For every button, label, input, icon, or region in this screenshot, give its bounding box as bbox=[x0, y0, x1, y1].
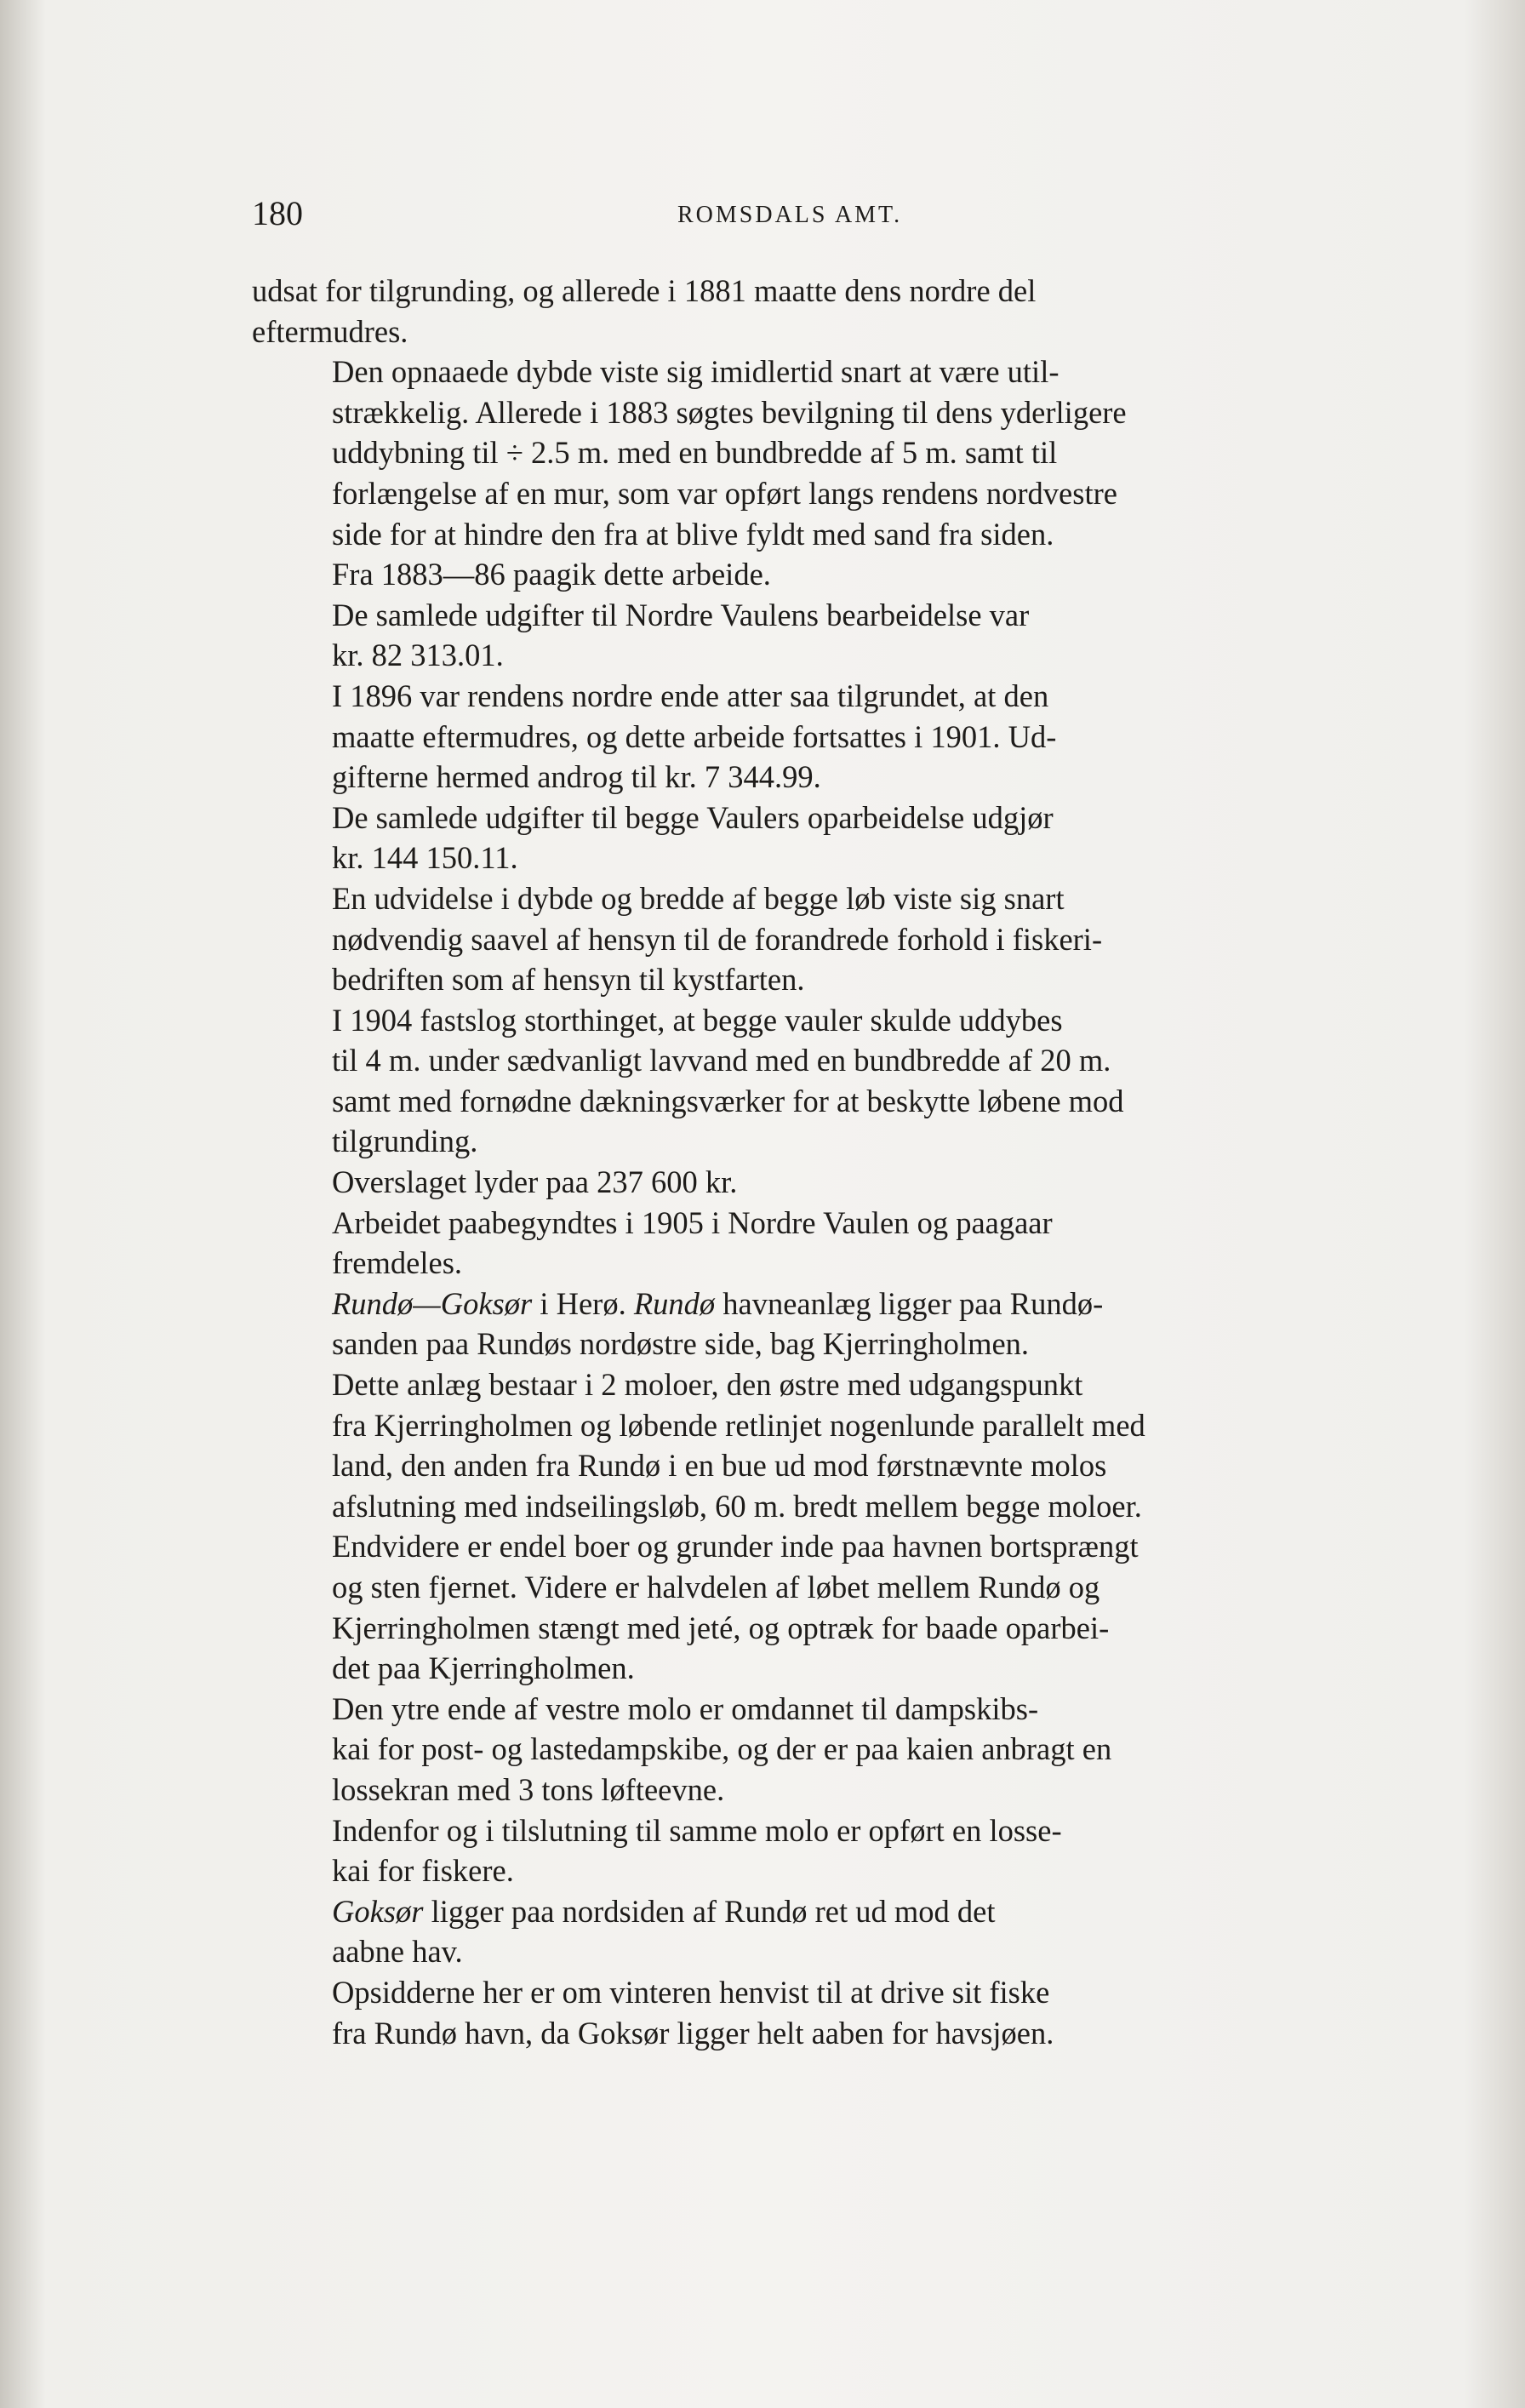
text-line: fra Rundø havn, da Goksør ligger helt aaben for havsjøen. bbox=[332, 2015, 1054, 2051]
text-line: lossekran med 3 tons løfteevne. bbox=[332, 1771, 725, 1807]
text-line: De samlede udgifter til begge Vaulers oparbeidelse udgjør bbox=[332, 799, 1054, 835]
text-line: nødvendig saavel af hensyn til de forandrede forhold i fiskeri- bbox=[332, 921, 1103, 957]
text-line: Indenfor og i tilslutning til samme molo er opført en losse- bbox=[332, 1812, 1062, 1848]
paragraph-13 bbox=[252, 1689, 1363, 1810]
text-line: En udvidelse i dybde og bredde af begge løb viste sig snart bbox=[332, 880, 1065, 916]
text-line: det paa Kjerringholmen. bbox=[332, 1650, 635, 1686]
text-line: Arbeidet paabegyndtes i 1905 i Nordre Vaulen og paagaar bbox=[332, 1204, 1053, 1240]
text-line: kai for post- og lastedampskibe, og der er paa kaien anbragt en bbox=[332, 1731, 1112, 1767]
text-line: Kjerringholmen stængt med jeté, og optræk for baade oparbei- bbox=[332, 1610, 1110, 1645]
paragraph-5 bbox=[252, 676, 1363, 798]
paragraph-4 bbox=[252, 595, 1363, 676]
paragraph-16 bbox=[252, 1972, 1363, 2053]
text-line: udsat for tilgrunding, og allerede i 1881 maatte dens nordre del bbox=[252, 273, 1037, 308]
body-text bbox=[252, 271, 1363, 2053]
text-line: uddybning til ÷ 2.5 m. med en bundbredde af 5 m. samt til bbox=[332, 435, 1058, 471]
text-line: til 4 m. under sædvanligt lavvand med en bundbredde af 20 m. bbox=[332, 1043, 1111, 1078]
page-header bbox=[252, 192, 1367, 235]
paragraph-8 bbox=[252, 1000, 1363, 1162]
paragraph-1 bbox=[252, 271, 1363, 352]
text-line: forlængelse af en mur, som var opført langs rendens nordvestre bbox=[332, 475, 1117, 511]
paragraph-6 bbox=[252, 798, 1363, 878]
text-line: kr. 82 313.01. bbox=[332, 638, 504, 673]
text-line: kai for fiskere. bbox=[332, 1853, 514, 1889]
text-fragment: havneanlæg ligger paa Rundø- bbox=[715, 1285, 1104, 1321]
text-line: Overslaget lyder paa 237 600 kr. bbox=[332, 1164, 738, 1200]
paragraph-9 bbox=[252, 1162, 1363, 1203]
paragraph-2 bbox=[252, 352, 1363, 554]
text-line: De samlede udgifter til Nordre Vaulens bearbeidelse var bbox=[332, 597, 1030, 632]
text-line: fremdeles. bbox=[332, 1245, 463, 1281]
text-line: I 1904 fastslog storthinget, at begge vauler skulde uddybes bbox=[332, 1002, 1063, 1038]
text-line: Den opnaaede dybde viste sig imidlertid snart at være util- bbox=[332, 354, 1060, 390]
place-name: Rundø bbox=[633, 1285, 716, 1321]
text-line: samt med fornødne dækningsværker for at beskytte løbene mod bbox=[332, 1083, 1124, 1118]
running-head: ROMSDALS AMT. bbox=[677, 202, 903, 228]
text-line: side for at hindre den fra at blive fyldt med sand fra siden. bbox=[332, 516, 1054, 552]
text-line: sanden paa Rundøs nordøstre side, bag Kjerringholmen. bbox=[332, 1326, 1030, 1362]
section-title: Rundø—Goksør bbox=[332, 1285, 533, 1321]
page-number: 180 bbox=[252, 194, 303, 232]
text-line: Den ytre ende af vestre molo er omdannet til dampskibs- bbox=[332, 1690, 1039, 1726]
paragraph-11 bbox=[252, 1284, 1363, 1364]
text-line: maatte eftermudres, og dette arbeide fortsattes i 1901. Ud- bbox=[332, 718, 1057, 754]
text-line: gifterne hermed androg til kr. 7 344.99. bbox=[332, 759, 821, 795]
paragraph-7 bbox=[252, 878, 1363, 1000]
text-line: Dette anlæg bestaar i 2 moloer, den østre med udgangspunkt bbox=[332, 1367, 1083, 1403]
text-line: Fra 1883—86 paagik dette arbeide. bbox=[332, 557, 771, 592]
text-line: og sten fjernet. Videre er halvdelen af løbet mellem Rundø og bbox=[332, 1570, 1100, 1604]
text-fragment: ligger paa nordsiden af Rundø ret ud mod det bbox=[423, 1893, 996, 1929]
paragraph-15 bbox=[252, 1891, 1363, 1972]
paragraph-10 bbox=[252, 1203, 1363, 1284]
text-line: eftermudres. bbox=[252, 313, 408, 349]
text-line: Opsidderne her er om vinteren henvist til at drive sit fiske bbox=[332, 1974, 1050, 2010]
text-line: kr. 144 150.11. bbox=[332, 840, 518, 876]
text-line: strækkelig. Allerede i 1883 søgtes bevilgning til dens yderligere bbox=[332, 394, 1127, 430]
place-name: Goksør bbox=[332, 1893, 424, 1929]
text-line: bedriften som af hensyn til kystfarten. bbox=[332, 962, 805, 998]
text-line: land, den anden fra Rundø i en bue ud mod førstnævnte molos bbox=[332, 1448, 1107, 1484]
text-fragment: i Herø. bbox=[532, 1285, 634, 1321]
text-line: Endvidere er endel boer og grunder inde paa havnen bortsprængt bbox=[332, 1529, 1139, 1564]
paragraph-12 bbox=[252, 1364, 1363, 1689]
text-line: fra Kjerringholmen og løbende retlinjet nogenlunde parallelt med bbox=[332, 1407, 1145, 1443]
text-line: afslutning med indseilingsløb, 60 m. bredt mellem begge moloer. bbox=[332, 1488, 1142, 1524]
text-line: tilgrunding. bbox=[332, 1124, 478, 1159]
paragraph-3 bbox=[252, 554, 1363, 595]
text-line: aabne hav. bbox=[332, 1934, 463, 1970]
paragraph-14 bbox=[252, 1810, 1363, 1891]
text-line: I 1896 var rendens nordre ende atter saa tilgrundet, at den bbox=[332, 678, 1049, 713]
